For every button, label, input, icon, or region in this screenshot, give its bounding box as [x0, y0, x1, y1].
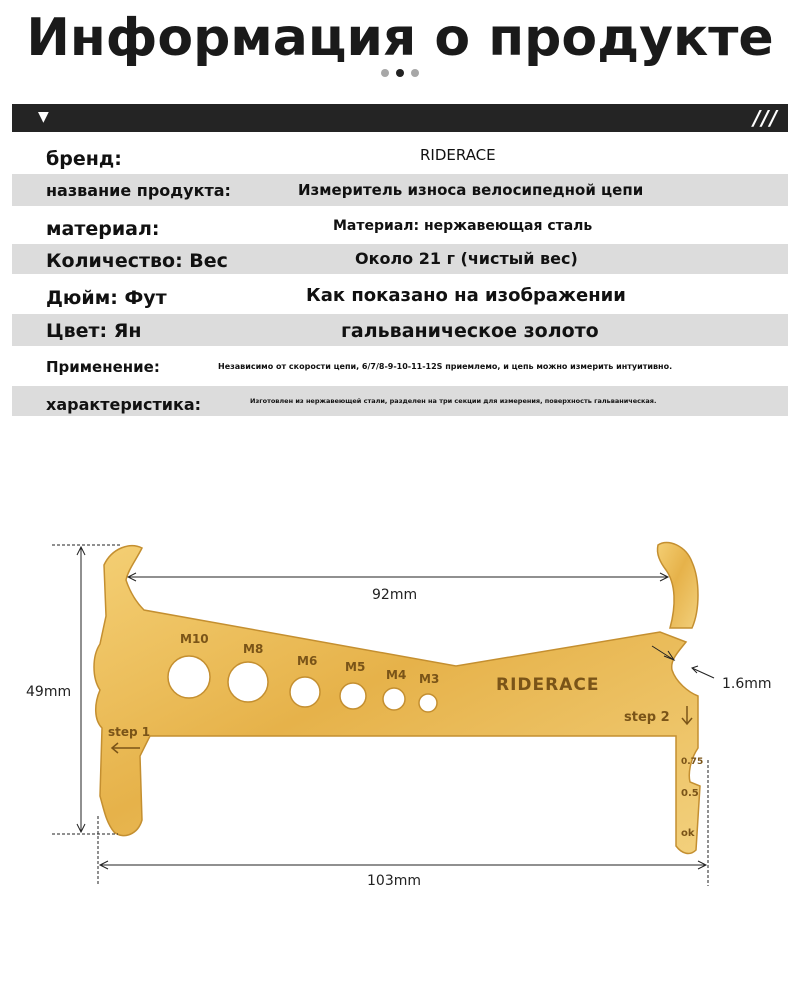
hole-m10 [168, 656, 210, 698]
spec-row-quantity-weight [12, 244, 788, 274]
step1-label: step 1 [108, 725, 151, 739]
hole-m3 [419, 694, 437, 712]
dimension-bottom [98, 760, 708, 886]
spec-row-material [12, 208, 788, 242]
step2-label: step 2 [624, 710, 670, 725]
dimension-bottom-label: 103mm [367, 873, 421, 889]
carousel-dot[interactable] [381, 69, 389, 77]
dimension-top-label: 92mm [372, 587, 418, 603]
spec-label: характеристика: [46, 395, 202, 414]
spec-label: название продукта: [46, 181, 231, 200]
spec-label: Применение: [46, 358, 160, 376]
dimension-right-label: 1.6mm [722, 676, 772, 692]
hole-m6 [290, 677, 320, 707]
spec-value: Материал: нержавеющая сталь [333, 218, 593, 234]
spec-value: Около 21 г (чистый вес) [355, 249, 578, 268]
spec-value: Как показано на изображении [306, 285, 626, 306]
carousel-dot[interactable] [411, 69, 419, 77]
spec-row-color [12, 314, 788, 346]
spec-row-product-name [12, 174, 788, 206]
hole-m4 [383, 688, 405, 710]
chain-checker-diagram [0, 520, 800, 900]
spec-value: Изготовлен из нержавеющей стали, разделен на три секции для измерения, поверхность гальваническая. [250, 397, 657, 405]
spec-label: Дюйм: Фут [46, 287, 167, 309]
section-header-bar [12, 104, 788, 132]
hole-m5 [340, 683, 366, 709]
hole-label-m3: M3 [419, 672, 440, 686]
spec-row-usage [12, 350, 788, 384]
spec-row-brand [12, 140, 788, 174]
hole-label-m4: M4 [386, 668, 407, 682]
riderace-logo: RIDERACE [496, 675, 600, 695]
hole-label-m8: M8 [243, 642, 264, 656]
scale-label-075: 0.75 [681, 757, 704, 767]
spec-row-feature [12, 386, 788, 416]
carousel-dots [381, 69, 421, 79]
spec-label: Количество: Вес [46, 250, 228, 272]
hole-label-m10: M10 [180, 632, 209, 646]
spec-label: материал: [46, 218, 160, 240]
dimension-top [128, 573, 668, 581]
spec-value: RIDERACE [420, 146, 496, 164]
hole-label-m6: M6 [297, 654, 318, 668]
scale-label-ok: ok [681, 828, 695, 839]
carousel-dot-active[interactable] [396, 69, 404, 77]
slashes-decoration: /// [753, 106, 778, 130]
page-title: Информация о продукте [26, 8, 774, 68]
triangle-down-icon: ▼ [38, 109, 49, 125]
hole-label-m5: M5 [345, 660, 366, 674]
spec-value: Измеритель износа велосипедной цепи [298, 181, 644, 199]
spec-value: гальваническое золото [341, 320, 599, 342]
spec-label: бренд: [46, 148, 122, 170]
spec-row-size [12, 278, 788, 314]
hole-m8 [228, 662, 268, 702]
spec-value: Независимо от скорости цепи, 6/7/8-9-10-11-12S приемлемо, и цепь можно измерить интуитивно. [218, 362, 673, 371]
scale-label-05: 0.5 [681, 788, 699, 799]
chain-checker-hook-right [657, 542, 698, 628]
dimension-left-label: 49mm [26, 684, 72, 700]
spec-label: Цвет: Ян [46, 320, 142, 342]
